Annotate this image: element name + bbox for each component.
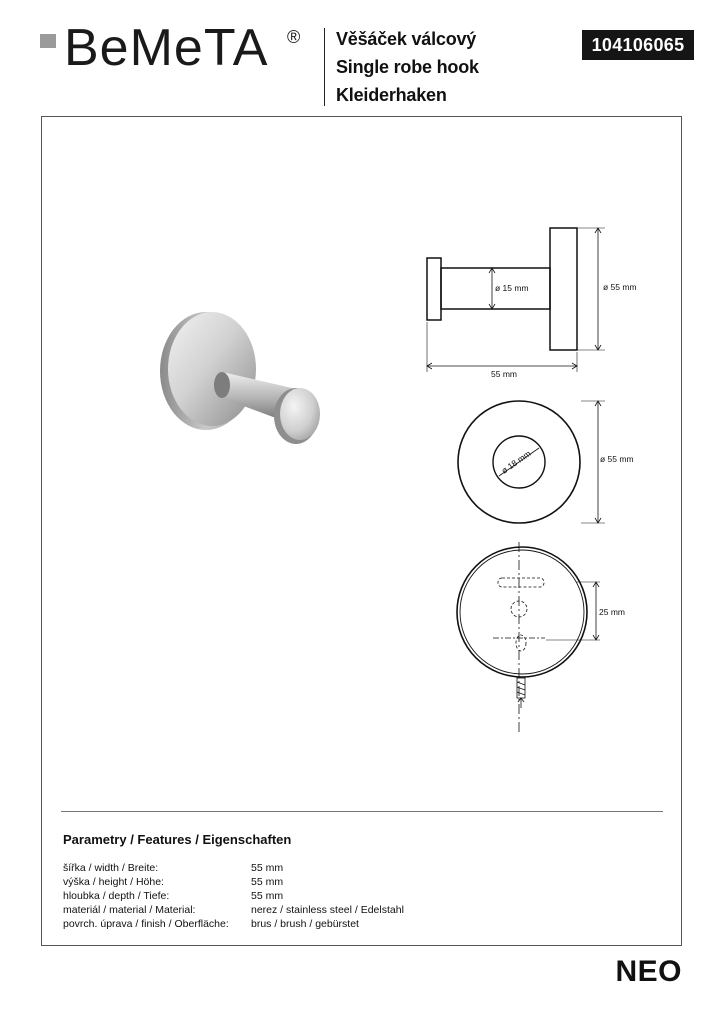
feature-label: materiál / material / Material:	[63, 904, 196, 916]
feature-value: 55 mm	[251, 876, 284, 888]
feature-value: 55 mm	[251, 862, 284, 874]
product-code-badge: 104106065	[582, 30, 694, 60]
feature-value: nerez / stainless steel / Edelstahl	[251, 904, 404, 916]
back-view-drawing	[457, 542, 600, 735]
feature-label: povrch. úprava / finish / Oberfläche:	[63, 918, 229, 930]
feature-label: hloubka / depth / Tiefe:	[63, 890, 170, 902]
brand-logo: BeMeTA	[64, 19, 269, 77]
feature-value: 55 mm	[251, 890, 284, 902]
title-czech: Věšáček válcový	[336, 29, 477, 49]
features-row	[63, 861, 404, 875]
series-name: NEO	[615, 955, 682, 988]
features-row	[63, 889, 404, 903]
product-photo	[160, 312, 320, 444]
feature-label: šířka / width / Breite:	[63, 862, 159, 874]
title-english: Single robe hook	[336, 57, 479, 77]
side-view-drawing	[427, 228, 605, 372]
section-divider	[61, 811, 663, 812]
features-row	[63, 917, 404, 931]
title-german: Kleiderhaken	[336, 85, 447, 105]
features-heading: Parametry / Features / Eigenschaften	[63, 832, 292, 847]
feature-value: brus / brush / gebürstet	[251, 918, 359, 930]
dim-stem-diameter: ø 15 mm	[495, 283, 529, 293]
dim-depth: 55 mm	[491, 369, 517, 379]
dim-offset: 25 mm	[599, 607, 625, 617]
features-row	[63, 875, 404, 889]
feature-label: výška / height / Höhe:	[63, 876, 164, 888]
front-view-drawing	[458, 401, 605, 523]
features-table	[63, 861, 404, 931]
registered-mark: ®	[287, 27, 301, 47]
dim-outer-diameter: ø 55 mm	[600, 454, 634, 464]
features-row	[63, 903, 404, 917]
dim-inner-diameter: ø 18 mm	[499, 448, 533, 476]
dim-height: ø 55 mm	[603, 282, 637, 292]
